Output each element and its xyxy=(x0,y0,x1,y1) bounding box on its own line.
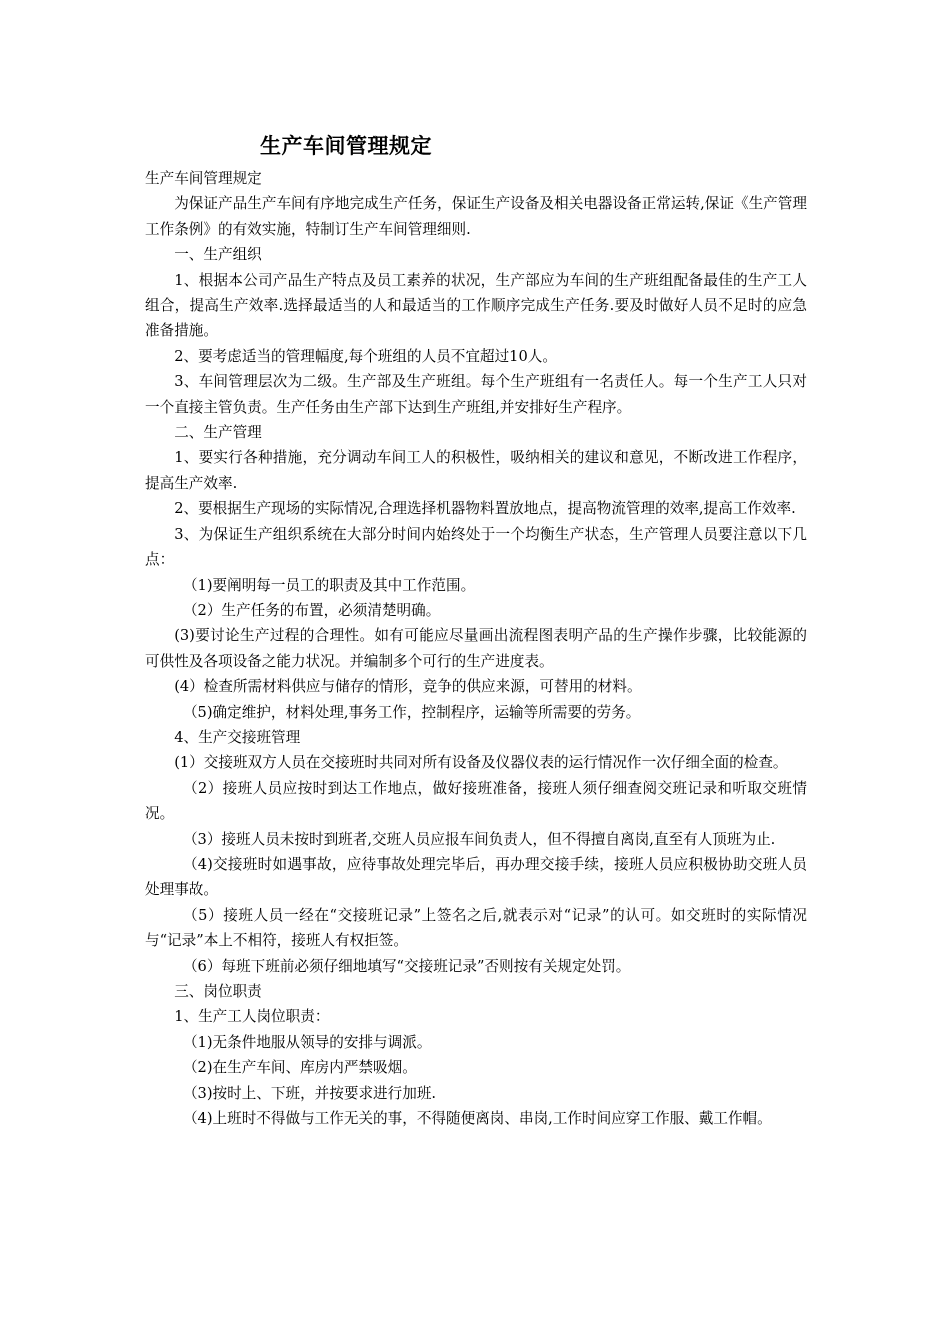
subsection-heading: 4、生产交接班管理 xyxy=(174,728,301,746)
list-item: （5)确定维护，材料处理,事务工作，控制程序，运输等所需要的劳务。 xyxy=(182,703,641,721)
paragraph: 3、车间管理层次为二级。生产部及生产班组。每个生产班组有一名责任人。每一个生产工人只对一个直接主管负责。生产任务由生产部下达到生产班组,并安排好生产程序。 xyxy=(145,373,807,416)
paragraph: 3、为保证生产组织系统在大部分时间内始终处于一个均衡生产状态，生产管理人员要注意以下几点： xyxy=(145,525,807,569)
intro-paragraph: 为保证产品生产车间有序地完成生产任务，保证生产设备及相关电器设备正常运转,保证《生产管理工作条例》的有效实施，特制订生产车间管理细则. xyxy=(145,195,807,238)
list-item: （4)上班时不得做与工作无关的事，不得随便离岗、串岗,工作时间应穿工作服、戴工作帽。 xyxy=(182,1110,772,1128)
list-item: （3)按时上、下班，并按要求进行加班. xyxy=(182,1084,437,1102)
list-item: （5）接班人员一经在“交接班记录”上签名之后,就表示对“记录”的认可。如交班时的实际情况与“记录”本上不相符，接班人有权拒签。 xyxy=(145,906,807,950)
section-heading-1: 一、生产组织 xyxy=(174,246,262,264)
list-item: (1）交接班双方人员在交接班时共同对所有设备及仪器仪表的运行情况作一次仔细全面的检查。 xyxy=(174,754,788,772)
section-heading-3: 三、岗位职责 xyxy=(174,983,262,1000)
paragraph: 1、要实行各种措施，充分调动车间工人的积极性，吸纳相关的建议和意见，不断改进工作程序，提高生产效率. xyxy=(145,449,807,492)
list-item: (3)要讨论生产过程的合理性。如有可能应尽量画出流程图表明产品的生产操作步骤，比较能源的可供性及各项设备之能力状况。并编制多个可行的生产进度表。 xyxy=(145,627,807,670)
list-item: （3）接班人员未按时到班者,交班人员应报车间负责人，但不得擅自离岗,直至有人顶班为止. xyxy=(182,830,776,848)
section-heading-2: 二、生产管理 xyxy=(174,424,262,442)
paragraph: 1、根据本公司产品生产特点及员工素养的状况，生产部应为车间的生产班组配备最佳的生产工人组合，提高生产效率.选择最适当的人和最适当的工作顺序完成生产任务.要及时做好人员不足时的应急准备措施。 xyxy=(145,271,807,340)
list-item: （1)无条件地服从领导的安排与调派。 xyxy=(182,1033,432,1051)
document-body xyxy=(145,166,807,1131)
subsection-heading: 1、生产工人岗位职责： xyxy=(174,1008,330,1026)
paragraph: 2、要考虑适当的管理幅度,每个班组的人员不宜超过10人。 xyxy=(174,347,557,365)
document-subtitle: 生产车间管理规定 xyxy=(145,170,262,187)
list-item: (4）检查所需材料供应与储存的情形，竞争的供应来源，可替用的材料。 xyxy=(174,678,642,696)
list-item: （2)在生产车间、库房内严禁吸烟。 xyxy=(182,1059,417,1077)
paragraph: 2、要根据生产现场的实际情况,合理选择机器物料置放地点，提高物流管理的效率,提高工作效率. xyxy=(174,500,796,518)
list-item: （2）接班人员应按时到达工作地点，做好接班准备，接班人须仔细查阅交班记录和听取交班情况。 xyxy=(145,779,807,823)
list-item: （2）生产任务的布置，必须清楚明确。 xyxy=(182,601,441,619)
list-item: （4)交接班时如遇事故，应待事故处理完毕后，再办理交接手续，接班人员应积极协助交班人员处理事故。 xyxy=(145,855,807,899)
document-title: 生产车间管理规定 xyxy=(260,134,432,158)
list-item: （1)要阐明每一员工的职责及其中工作范围。 xyxy=(182,576,476,594)
list-item: （6）每班下班前必须仔细地填写“交接班记录”否则按有关规定处罚。 xyxy=(182,957,631,975)
